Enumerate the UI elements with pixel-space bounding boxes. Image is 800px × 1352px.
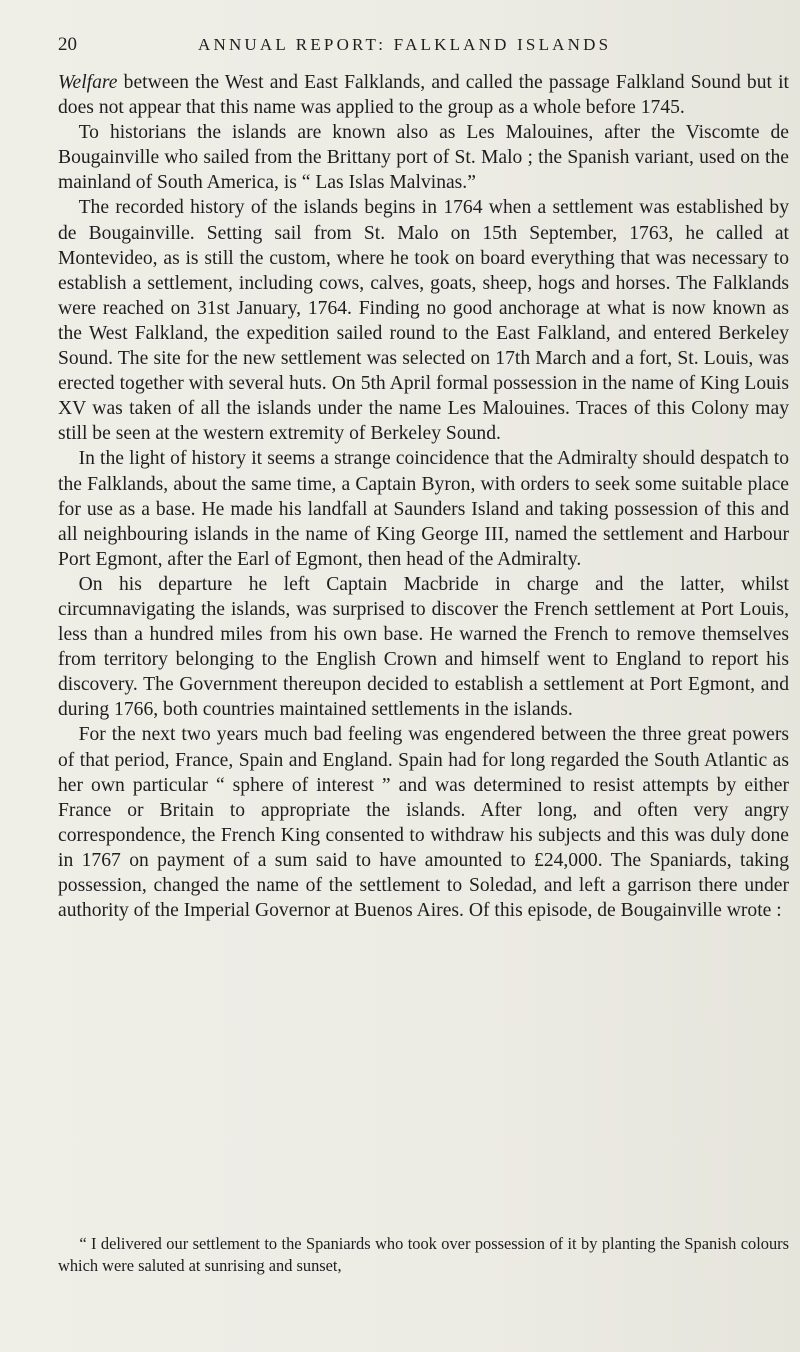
paragraph: In the light of history it seems a strange coincidence that the Admiralty should despatch to the Falklands, about the same time, a Captain Byron, with orders to seek some suitable place for use as a base. He made his landfall at Saunders Island and taking possession of this and all neighbouring islands in the name of King George III, named the settlement and Harbour Port Egmont, after the Earl of Egmont, then head of the Admiralty. [58, 448, 789, 570]
catchword: Welfare [58, 72, 118, 93]
quote-text: “ I delivered our settlement to the Spaniards who took over possession of it by planting the Spanish colours which were saluted at sunrising and sunset, [58, 1234, 789, 1275]
paragraph: On his departure he left Captain Macbride in charge and the latter, whilst circumnavigating the islands, was surprised to discover the French settlement at Port Louis, less than a hundred miles from his own base. He warned the French to remove themselves from territory belonging to the English Crown and himself went to England to report his discovery. The Government thereupon decided to establish a settlement at Port Egmont, and during 1766, both countries maintained settlements in the islands. [58, 573, 789, 721]
paragraph: To historians the islands are known also as Les Malouines, after the Viscomte de Bougainville who sailed from the Brittany port of St. Malo ; the Spanish variant, used on the mainland of South America, is “ Las Islas Malvinas.” [58, 122, 789, 194]
paragraph-continued [58, 70, 789, 120]
paragraph: For the next two years much bad feeling was engendered between the three great powers of that period, France, Spain and England. Spain had for long regarded the South Atlantic as her own particular “ sphere of interest ” and was determined to resist attempts by either France or Britain to appropriate the islands. After long, and often very angry correspondence, the French King consented to withdraw his subjects and this was duly done in 1767 on payment of a sum said to have amounted to £24,000. The Spaniards, taking possession, changed the name of the settlement to Soledad, and left a garrison there under authority of the Imperial Governor at Buenos Aires. Of this episode, de Bougainville wrote : [58, 724, 789, 922]
page-header [58, 34, 758, 64]
page-number: 20 [58, 34, 77, 55]
paragraph-continued-text: between the West and East Falklands, and called the passage Falkland Sound but it does not appear that this name was applied to the group as a whole before 1745. [58, 72, 789, 119]
block-quote [58, 1233, 789, 1276]
body-text [58, 70, 789, 923]
paragraph: The recorded history of the islands begins in 1764 when a settlement was established by de Bougainville. Setting sail from St. Malo on 15th September, 1763, he called at Montevideo, as is still the custom, where he took on board everything that was necessary to establish a settlement, including cows, calves, goats, sheep, hogs and horses. The Falklands were reached on 31st January, 1764. Finding no good anchorage at what is now known as the West Falkland, the expedition sailed round to the East Falkland, and entered Berkeley Sound. The site for the new settlement was selected on 17th March and a fort, St. Louis, was erected together with several huts. On 5th April formal possession in the name of King Louis XV was taken of all the islands under the name Les Malouines. Traces of this Colony may still be seen at the western extremity of Berkeley Sound. [58, 197, 789, 445]
running-title: ANNUAL REPORT: FALKLAND ISLANDS [198, 35, 612, 54]
